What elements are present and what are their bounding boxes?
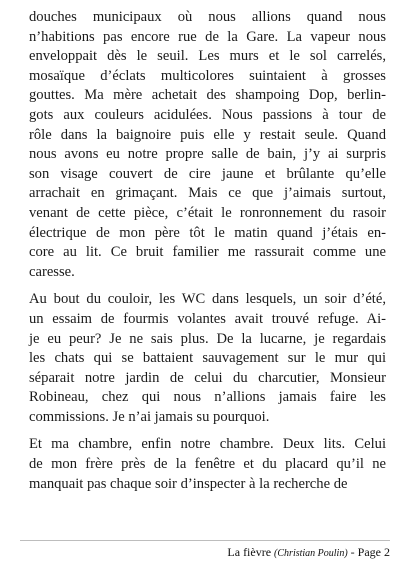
text-line: mosaïque d’éclats multicolores suintaient à grosses: [29, 67, 386, 84]
text-line: commissions. Je n’ai jamais su pourquoi.: [29, 408, 270, 425]
text-line: les chats qui se battaient sauvagement sur le mur qui: [29, 350, 386, 367]
text-line: un essaim de fourmis volantes avait trouvé refuge. Ai-: [29, 310, 386, 327]
text-line: nous avons eu notre propre salle de bain, j’y ai surpris: [29, 146, 386, 163]
text-line: caresse.: [29, 263, 75, 280]
text-line: Robineau, chez qui nous n’allions jamais faire les: [29, 389, 386, 406]
text-line: séparait notre jardin de celui du charcutier, Monsieur: [29, 369, 386, 386]
text-line: Et ma chambre, enfin notre chambre. Deux lits. Celui: [29, 436, 386, 453]
page-footer: [227, 544, 390, 562]
text-line: je eu peur? Je ne sais plus. De la lucarne, je regardais: [29, 330, 386, 347]
text-line: de mon frère près de la fenêtre et du placard qu’il ne: [29, 456, 386, 473]
paragraph-gap: [29, 427, 386, 435]
text-line: arrachait en grimaçant. Mais ce que j’aimais surtout,: [29, 185, 386, 202]
text-line: électrique de mon père tôt le matin quand j’étais en-: [29, 224, 386, 241]
text-line: n’habitions pas encore rue de la Gare. La vapeur nous: [29, 28, 386, 45]
text-line: gouttes. Ma mère achetait des shampoing Dop, berlin-: [29, 87, 386, 104]
paragraph: [29, 290, 386, 427]
text-line: son visage couvert de cire jaune et brûlante qu’elle: [29, 165, 386, 182]
text-line: enveloppait dès le seuil. Les murs et le sol carrelés,: [29, 48, 386, 65]
text-line: rôle dans la baignoire puis elle y restait seule. Quand: [29, 126, 386, 143]
footer-page-number: - Page 2: [350, 545, 390, 559]
footer-divider: [20, 540, 390, 541]
text-line: gots aux couleurs acidulées. Nous passions à tour de: [29, 106, 386, 123]
body-text: [29, 8, 386, 494]
text-line: manquait pas chaque soir d’inspecter à la recherche de: [29, 475, 348, 492]
footer-author: (Christian Poulin): [274, 548, 348, 559]
text-line: Au bout du couloir, les WC dans lesquels, un soir d’été,: [29, 291, 386, 308]
paragraph-gap: [29, 282, 386, 290]
paragraph: [29, 435, 386, 494]
paragraph: [29, 8, 386, 282]
text-line: venant de cette pièce, c’était le ronronnement du rasoir: [29, 204, 386, 221]
footer-title: La fièvre: [227, 545, 272, 559]
text-line: douches municipaux où nous allions quand nous: [29, 9, 386, 25]
text-line: core au lit. Ce bruit familier me rassurait comme une: [29, 244, 386, 261]
